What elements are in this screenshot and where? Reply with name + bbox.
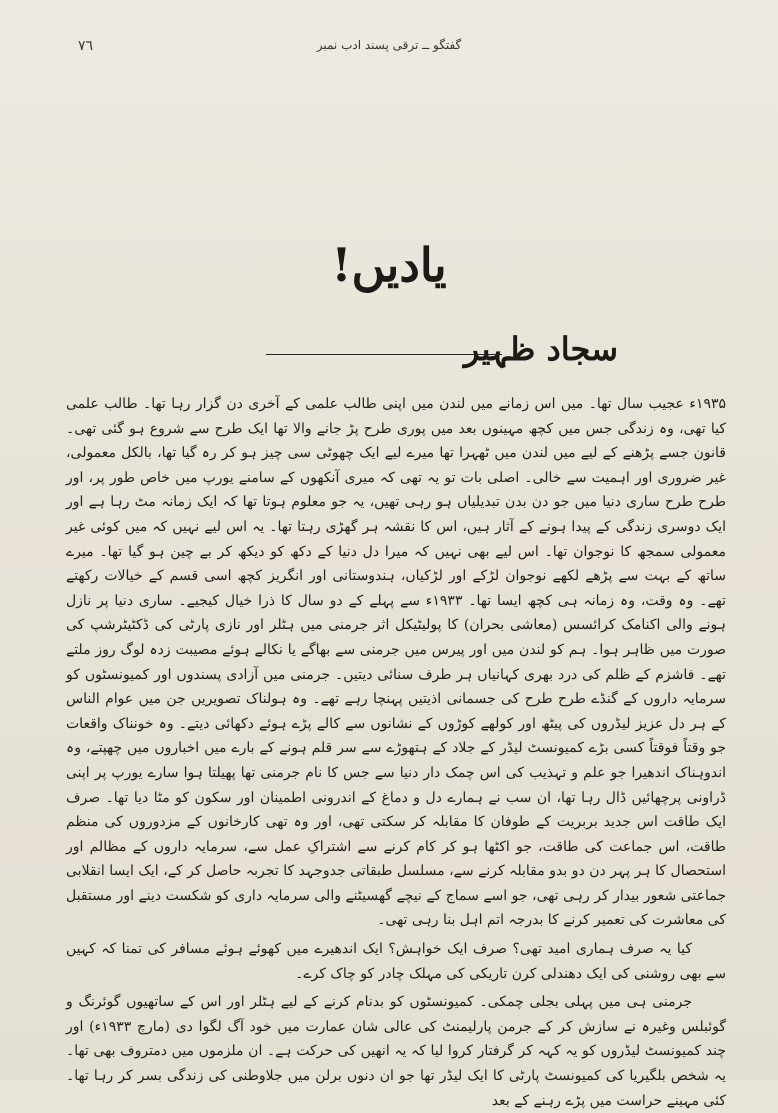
running-head: گفتگو ــ ترقی پسند ادب نمبر <box>316 38 462 52</box>
byline-rule <box>266 354 502 355</box>
article-title: یادیں! <box>331 238 447 292</box>
author-byline: سجاد ظہیر <box>463 330 618 368</box>
article-body <box>66 392 726 1113</box>
paragraph: کیا یہ صرف ہماری امید تھی؟ صرف ایک خواہش؟ ایک اندھیرے میں کھوئے ہوئے مسافر کی تمنا کہ کہیں سے بھی روشنی کی ایک دھندلی کرن تاریکی کی مہلک چادر کو چاک کرے۔ <box>66 941 726 982</box>
paragraph: جرمنی ہی میں پہلی بجلی چمکی۔ کمیونسٹوں کو بدنام کرنے کے لیے ہٹلر اور اس کے ساتھیوں گوئرنگ و گوئبلس وغیرہ نے سازش کر کے جرمن پارلیمنٹ کی عالی شان عمارت میں خود آگ لگوا دی (مارچ ۱۹۳۳ء) اور چند کمیونسٹ لیڈروں کو یہ کہہ کر گرفتار کروا لیا کہ یہ انھیں کی حرکت ہے۔ ان ملزموں میں دمتروف بھی تھا۔ یہ شخص بلگیریا کی کمیونسٹ پارٹی کا ایک لیڈر تھا جو ان دنوں برلن میں جلاوطنی کی زندگی بسر کر رہا تھا۔ کئی مہینے حراست میں پڑے رہنے کے بعد <box>66 994 727 1109</box>
paragraph: ۱۹۳۵ء عجیب سال تھا۔ میں اس زمانے میں لندن میں اپنی طالب علمی کے آخری دن گزار رہا تھا۔ طالب علمی کیا تھی، وہ زندگی جس میں کچھ مہینوں بعد میں پوری طرح پڑ جانے والا تھا ایک طرح سے شروع ہو گئی تھی۔ قانون جسے پڑھنے کے لیے میں لندن میں ٹھہرا تھا میرے لیے ایک چھوٹی سی چیز ہو کر رہ گیا تھا، بالکل معمولی، غیر ضروری اور اہمیت سے خالی۔ اصلی بات تو یہ تھی کہ میری آنکھوں کے سامنے یورپ میں خاص طور پر، اور طرح طرح ساری دنیا میں جو دن بدن تبدیلیاں ہو رہی تھیں، یہ جو معلوم ہوتا تھا کہ ایک زمانہ مٹ رہا ہے اور ایک دوسری زندگی کے پیدا ہونے کے آثار ہیں، اس کا نقشہ ہر گھڑی رہتا تھا۔ یہ اس لیے نہیں کہ میں کوئی غیر معمولی سمجھ کا نوجوان تھا۔ اس لیے بھی نہیں کہ میرا دل دنیا کے دکھ کو دیکھ کر بے چین ہو گیا تھا۔ میرے ساتھ کے بہت سے پڑھے لکھے نوجوان لڑکے اور لڑکیاں، ہندوستانی اور انگریز کچھ اسی قسم کے خیالات رکھتے تھے۔ وہ وقت، وہ زمانہ ہی کچھ ایسا تھا۔ ۱۹۳۳ء سے پہلے کے دو سال کا ذرا خیال کیجیے۔ ساری دنیا پر نازل ہونے والی اکنامک کرائسس (معاشی بحران) کا پولیٹیکل اثر جرمنی میں ہٹلر اور نازی پارٹی کی ڈکٹیٹرشپ کی صورت میں ظاہر ہوا۔ ہم کو لندن میں اور پیرس میں جرمنی سے بھاگے یا نکالے ہوئے مصیبت زدہ لوگ روز ملتے تھے۔ فاشزم کے ظلم کی درد بھری کہانیاں ہر طرف سنائی دیتیں۔ جرمنی میں آزادی پسندوں اور کمیونسٹوں کو سرمایہ داروں کے گنڈے طرح طرح کی جسمانی اذیتیں پہنچا رہے تھے۔ وہ ہولناک تصویریں جن میں عوام الناس کے ہر دل عزیز لیڈروں کی پیٹھ اور کولھے کوڑوں کے نشانوں سے کالے پڑے ہوئے دکھائی دیتے۔ وہ خونناک واقعات جو وقتاً فوقتاً کسی بڑے کمیونسٹ لیڈر کے جلاد کے ہتھوڑے سے سر قلم ہونے کے بارے میں اخباروں میں چھپتے، وہ اندوہناک اندھیرا جو علم و تہذیب کی اس چمک دار دنیا سے جس کا نام جرمنی تھا پھیلتا ہوا سارے یورپ پر اپنی ڈراونی پرچھائیں ڈال رہا تھا، ان سب نے ہمارے دل و دماغ کے اندرونی اطمینان اور سکون کو مٹا دیا تھا۔ صرف ایک طاقت اس جدید بربریت کے طوفان کا مقابلہ کر سکتی تھی، اور وہ تھی کارخانوں کے مزدوروں کی منظم طاقت، اس جماعت کی طاقت، جو اکٹھا ہو کر کام کرنے سے اشتراکِ عمل سے، سرمایہ داروں کے مظالم اور استحصال کا ہر پہر دن دو بدو مقابلہ کرنے سے، مسلسل طبقاتی جدوجہد کا تجربہ حاصل کر کے، ایک ایسا انقلابی جماعتی شعور بیدار کر رہی تھی، جو اسے سماج کے نیچے گھسیٹنے والی سرمایہ داری کو شکست دینے اور مستقبل کی معاشرت کی تعمیر کرنے کا بدرجہ اتم اہل بنا رہی تھی۔ <box>66 396 726 929</box>
page-number: ٧٦ <box>78 38 94 54</box>
